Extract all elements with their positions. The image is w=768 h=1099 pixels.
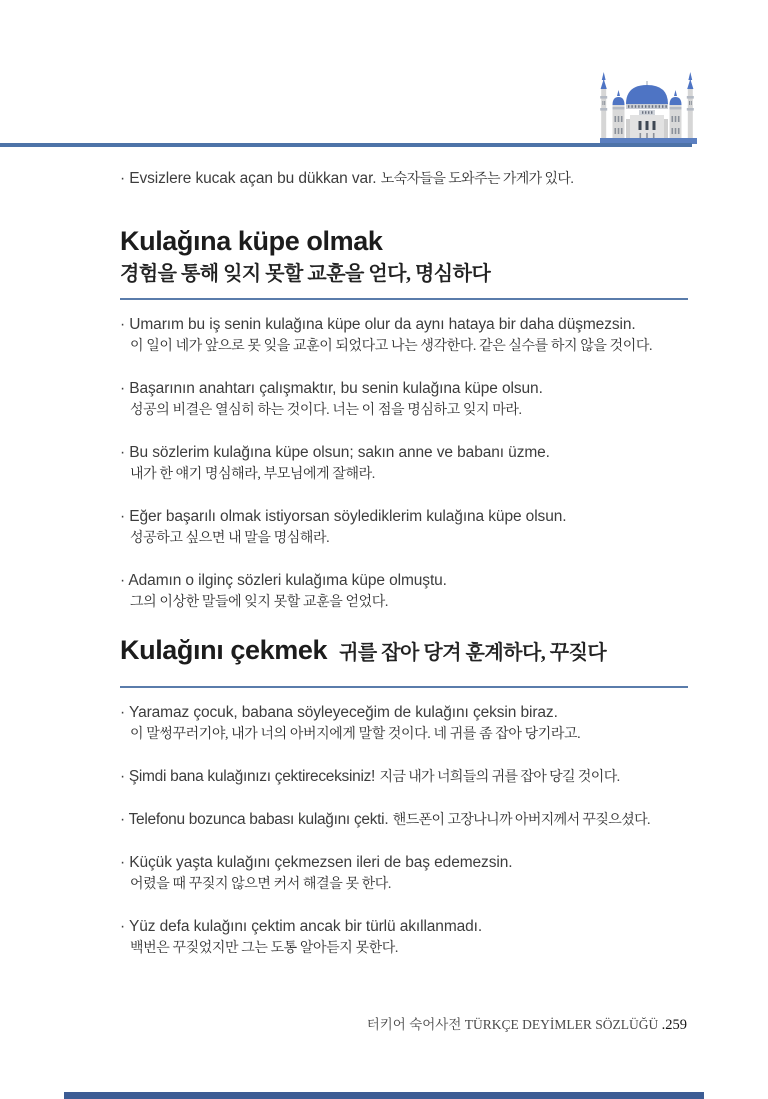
footer-rule (64, 1092, 704, 1099)
turkish-sentence: · Küçük yaşta kulağını çekmezsen ileri de baş edemezsin. (120, 854, 513, 871)
idiom-example (120, 809, 688, 832)
korean-translation: 지금 내가 너희들의 귀를 잡아 당길 것이다. (379, 770, 620, 785)
turkish-sentence: · Evsizlere kucak açan bu dükkan var. (120, 170, 377, 187)
idiom-example (120, 314, 688, 358)
turkish-sentence: · Umarım bu iş senin kulağına küpe olur da aynı hataya bir daha düşmezsin. (120, 316, 636, 333)
idiom-heading-row (120, 634, 688, 666)
korean-translation: 성공의 비결은 열심히 하는 것이다. 너는 이 점을 명심하고 잊지 마라. (130, 403, 522, 418)
example-list (120, 688, 688, 960)
idiom-example (120, 168, 688, 191)
idiom-section (120, 634, 688, 960)
idiom-example (120, 702, 688, 746)
turkish-sentence: · Bu sözlerim kulağına küpe olsun; sakın anne ve babanı üzme. (120, 444, 550, 461)
korean-translation: 백번은 꾸짖었지만 그는 도통 알아듣지 못한다. (130, 941, 398, 956)
idiom-example (120, 378, 688, 422)
korean-translation: 이 말썽꾸러기야, 내가 너의 아버지에게 말할 것이다. 네 귀를 좀 잡아 당기라고. (130, 727, 581, 742)
turkish-sentence: · Telefonu bozunca babası kulağını çekti. (120, 811, 389, 828)
korean-translation: 이 일이 네가 앞으로 못 잊을 교훈이 되었다고 나는 생각한다. 같은 실수를 하지 않을 것이다. (130, 339, 653, 354)
page-content (120, 168, 688, 980)
turkish-sentence: · Başarının anahtarı çalışmaktır, bu senin kulağına küpe olsun. (120, 380, 543, 397)
series-title-turkish: TÜRKÇE DEYİMLER SÖZLÜĞÜ (464, 1017, 659, 1032)
korean-translation: 노숙자들을 도와주는 가게가 있다. (380, 172, 574, 187)
idiom-section (120, 225, 688, 614)
example-list (120, 300, 688, 614)
idiom-meaning-korean: 귀를 잡아 당겨 훈계하다, 꾸짖다 (339, 642, 607, 664)
page-number: .259 (661, 1017, 687, 1033)
turkish-sentence: · Yaramaz çocuk, babana söyleyeceğim de kulağını çeksin biraz. (120, 704, 558, 721)
header-rule (0, 143, 692, 147)
korean-translation: 핸드폰이 고장나니까 아버지께서 꾸짖으셨다. (392, 813, 650, 828)
korean-translation: 어렸을 때 꾸짖지 않으면 커서 해결을 못 한다. (130, 877, 392, 892)
korean-translation: 그의 이상한 말들에 잊지 못할 교훈을 얻었다. (130, 595, 388, 610)
idiom-example (120, 442, 688, 486)
idiom-example (120, 766, 688, 789)
idiom-example (120, 916, 688, 960)
idiom-example (120, 852, 688, 896)
turkish-sentence: · Adamın o ilginç sözleri kulağıma küpe olmuştu. (120, 572, 447, 589)
idiom-meaning-korean: 경험을 통해 잊지 못할 교훈을 얻다, 명심하다 (120, 263, 491, 285)
idiom-example (120, 570, 688, 614)
korean-translation: 성공하고 싶으면 내 말을 명심해라. (130, 531, 330, 546)
mosque-icon (597, 72, 697, 144)
turkish-sentence: · Şimdi bana kulağınızı çektireceksiniz! (120, 768, 376, 785)
idiom-heading: Kulağını çekmek (120, 635, 328, 665)
turkish-sentence: · Eğer başarılı olmak istiyorsan söylediklerim kulağına küpe olsun. (120, 508, 567, 525)
series-title-korean: 터키어 숙어사전 (366, 1017, 462, 1032)
korean-translation: 내가 한 얘기 명심해라, 부모님에게 잘해라. (130, 467, 375, 482)
page-footer (367, 1013, 687, 1034)
idiom-heading: Kulağına küpe olmak (120, 226, 383, 256)
turkish-sentence: · Yüz defa kulağını çektim ancak bir türlü akıllanmadı. (120, 918, 483, 935)
idiom-example (120, 506, 688, 550)
